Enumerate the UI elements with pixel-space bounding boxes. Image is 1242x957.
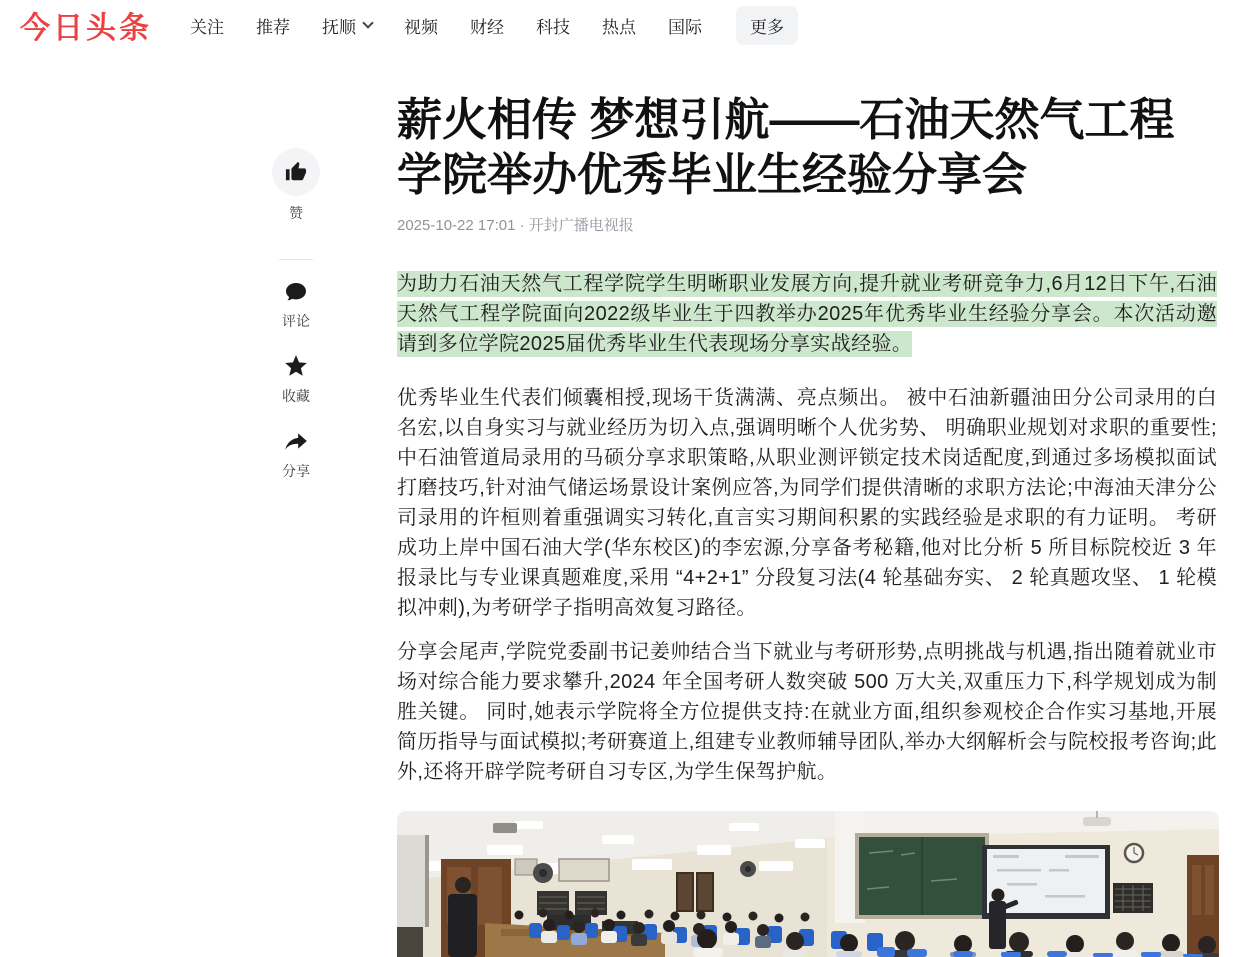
share-label: 分享: [282, 463, 310, 479]
nav-item-hot[interactable]: 热点: [602, 17, 636, 37]
comment-label: 评论: [282, 313, 310, 329]
comment-bubble-icon: [284, 280, 308, 304]
article-paragraph: 分享会尾声,学院党委副书记姜帅结合当下就业与考研形势,点明挑战与机遇,指出随着就业市场对综合能力要求攀升,2024 年全国考研人数突破 500 万大关,双重压力下,科学规划成为制胜关键。 同时,她表示学院将全方位提供支持:在就业方面,组织参观校企合作实习基地,开展简历指导与面试模拟;考研赛道上,组建专业教师辅导团队,举办大纲解析会与院校报考咨询;此外,还将开辟学院考研自习专区,为学生保驾护航。: [397, 641, 1217, 783]
like-button-circle: [272, 148, 320, 196]
top-navigation: [0, 0, 1242, 50]
nav-item-tech[interactable]: 科技: [536, 17, 570, 37]
highlighted-text: 为助力石油天然气工程学院学生明晰职业发展方向,提升就业考研竞争力,6月12日下午,石油天然气工程学院面向2022级毕业生于四教举办2025年优秀毕业生经验分享会。本次活动邀请到多位学院2025届优秀毕业生代表现场分享实战经验。: [397, 273, 1217, 355]
toutiao-logo[interactable]: 今日头条: [20, 12, 152, 45]
star-icon: [283, 353, 309, 379]
like-label: 赞: [289, 205, 303, 221]
share-button[interactable]: [282, 428, 310, 481]
nav-item-international[interactable]: 国际: [668, 17, 702, 37]
comment-button[interactable]: [282, 280, 310, 331]
article-meta: 2025-10-22 17:01 · 开封广播电视报: [397, 217, 634, 234]
article-main: [397, 50, 1217, 957]
favorite-label: 收藏: [282, 388, 310, 404]
chevron-down-icon: [362, 17, 373, 28]
nav-item-city-fushun[interactable]: 抚顺: [322, 13, 372, 38]
favorite-button[interactable]: [282, 353, 310, 406]
classroom-photo-illustration: [397, 811, 1219, 957]
nav-item-more[interactable]: 更多: [736, 6, 798, 45]
share-arrow-icon: [283, 428, 309, 454]
article-title: 薪火相传 梦想引航——石油天然气工程学院举办优秀毕业生经验分享会: [397, 94, 1175, 200]
article-paragraph-highlighted: [397, 269, 1217, 359]
like-button[interactable]: [272, 148, 320, 223]
article-paragraph: 优秀毕业生代表们倾囊相授,现场干货满满、亮点频出。 被中石油新疆油田分公司录用的白名宏,以自身实习与就业经历为切入点,强调明晰个人优劣势、 明确职业规划对求职的重要性;中石油管道局录用的马硕分享求职策略,从职业测评锁定技术岗适配度,到通过多场模拟面试打磨技巧,针对油气储运场景设计案例应答,为同学们提供清晰的求职方法论;中海油天津分公司录用的许桓则着重强调实习转化,直言实习期间积累的实践经验是求职的有力证明。 考研成功上岸中国石油大学(华东校区)的李宏源,分享备考秘籍,他对比分析 5 所目标院校近 3 年报录比与专业课真题难度,采用 “4+2+1” 分段复习法(4 轮基础夯实、 2 轮真题攻坚、 1 轮模拟冲刺),为考研学子指明高效复习路径。: [397, 387, 1217, 619]
nav-item-finance[interactable]: 财经: [470, 17, 504, 37]
thumbs-up-icon: [285, 161, 307, 183]
action-rail: [268, 148, 324, 503]
nav-item-recommend[interactable]: 推荐: [256, 17, 290, 37]
nav-item-video[interactable]: 视频: [404, 17, 438, 37]
rail-divider: [279, 259, 313, 260]
nav-item-follow[interactable]: 关注: [190, 17, 224, 37]
article-image[interactable]: [397, 811, 1219, 957]
